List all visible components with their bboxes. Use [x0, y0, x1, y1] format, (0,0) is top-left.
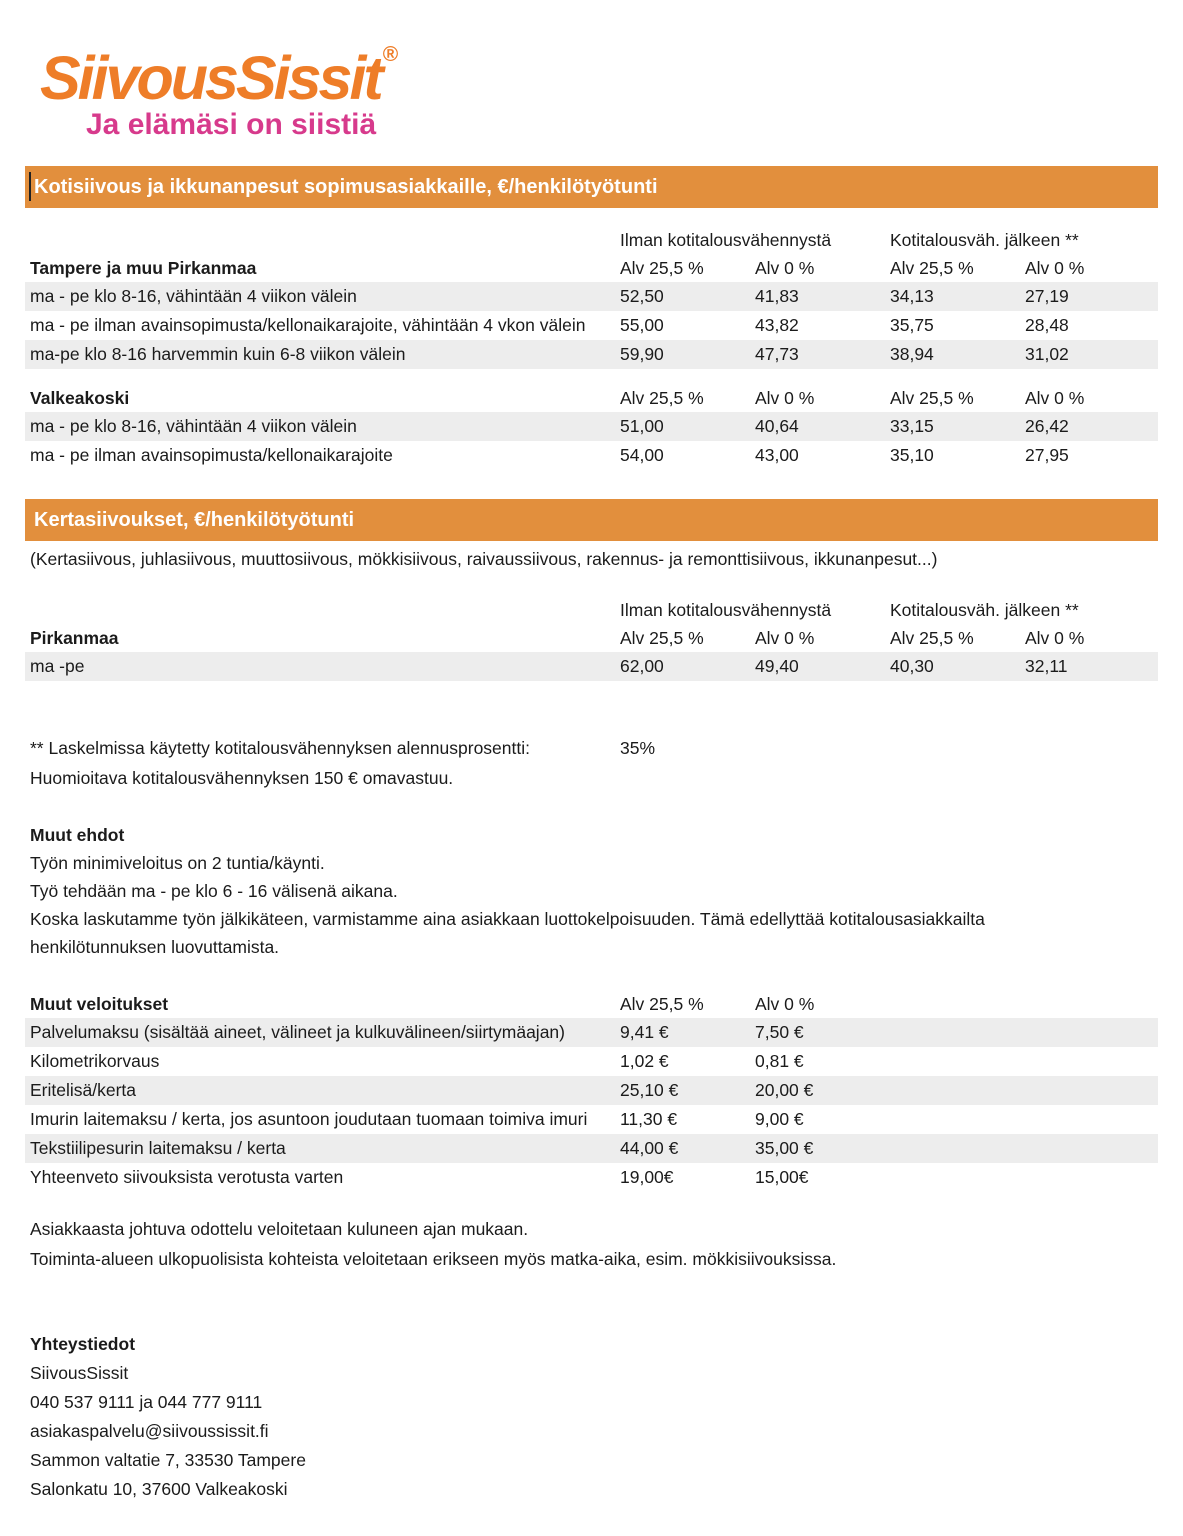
vat-header: Alv 0 % [1025, 627, 1085, 648]
vat-header: Alv 25,5 % [890, 387, 974, 408]
deduction-percent-value: 35% [620, 738, 656, 758]
price-value: 35,75 [890, 315, 934, 335]
other-fees-table [25, 990, 1158, 1192]
group-header-without-deduction: Ilman kotitalousvähennystä [620, 599, 832, 620]
table-row [25, 652, 1158, 681]
row-label: Kilometrikorvaus [30, 1051, 160, 1071]
empty-cell [25, 596, 615, 624]
section-title: Kotisiivous ja ikkunanpesut sopimusasiakkaille, €/henkilötyötunti [34, 176, 658, 198]
price-value: 15,00€ [755, 1167, 809, 1187]
tampere-price-table [25, 226, 1158, 369]
row-label: Eritelisä/kerta [25, 1076, 615, 1105]
price-value: 7,50 € [750, 1018, 885, 1047]
contact-heading: Yhteystiedot [30, 1334, 136, 1354]
company-logo [40, 20, 398, 142]
fees-heading: Muut veloitukset [30, 993, 169, 1014]
table-row [25, 1047, 1158, 1076]
table-row [25, 1134, 1158, 1163]
price-value: 19,00€ [620, 1167, 674, 1187]
table-row [25, 340, 1158, 369]
terms-line: henkilötunnuksen luovuttamista. [30, 937, 280, 957]
table-row [25, 1105, 1158, 1134]
section-header-home-cleaning [25, 166, 1158, 208]
terms-heading: Muut ehdot [30, 825, 125, 845]
price-value: 47,73 [750, 340, 885, 369]
group-header-row [25, 226, 1158, 254]
table-row [25, 441, 1158, 470]
vat-header: Alv 25,5 % [890, 257, 974, 278]
contact-email: asiakaspalvelu@siivoussissit.fi [30, 1421, 269, 1441]
contact-phone: 040 537 9111 ja 044 777 9111 [30, 1392, 263, 1412]
empty-cell [885, 1134, 1158, 1163]
table-row [25, 282, 1158, 311]
region-name: Tampere ja muu Pirkanmaa [30, 257, 257, 278]
table-row [25, 311, 1158, 340]
price-value: 43,82 [755, 315, 799, 335]
row-label: Palvelumaksu (sisältää aineet, välineet ja kulkuvälineen/siirtymäajan) [25, 1018, 615, 1047]
row-label: ma - pe klo 8-16, vähintään 4 viikon välein [25, 282, 615, 311]
row-label: ma - pe ilman avainsopimusta/kellonaikarajoite [30, 445, 393, 465]
price-value: 27,95 [1025, 445, 1069, 465]
region-header-row [25, 254, 1158, 282]
deduction-percent-label: ** Laskelmissa käytetty kotitalousvähennyksen alennusprosentti: [30, 738, 530, 758]
row-label: ma - pe ilman avainsopimusta/kellonaikarajoite, vähintään 4 vkon välein [30, 315, 586, 335]
table-row [25, 1163, 1158, 1192]
empty-cell [885, 1018, 1158, 1047]
pirkanmaa-price-table [25, 596, 1158, 681]
vat-header: Alv 0 % [1025, 257, 1085, 278]
vat-header: Alv 0 % [755, 387, 815, 408]
price-value: 31,02 [1020, 340, 1158, 369]
price-value: 33,15 [885, 412, 1020, 441]
group-header-after-deduction: Kotitalousväh. jälkeen ** [890, 229, 1079, 250]
price-value: 32,11 [1020, 652, 1158, 681]
section-header-one-time-cleaning [25, 499, 1158, 541]
price-value: 40,30 [885, 652, 1020, 681]
empty-cell [885, 990, 1158, 1018]
price-value: 59,90 [615, 340, 750, 369]
empty-cell [885, 1163, 1158, 1192]
price-value: 54,00 [620, 445, 664, 465]
contact-address-valkeakoski: Salonkatu 10, 37600 Valkeakoski [30, 1479, 288, 1499]
table-row [25, 412, 1158, 441]
price-value: 11,30 € [620, 1109, 678, 1129]
price-value: 9,41 € [615, 1018, 750, 1047]
vat-header: Alv 25,5 % [620, 627, 704, 648]
terms-line: Koska laskutamme työn jälkikäteen, varmistamme aina asiakkaan luottokelpoisuuden. Tämä edellyttää kotitalousasiakkailta [30, 909, 985, 929]
section-title: Kertasiivoukset, €/henkilötyötunti [34, 509, 355, 531]
price-value: 28,48 [1025, 315, 1069, 335]
empty-cell [885, 1105, 1158, 1134]
terms-line: Työ tehdään ma - pe klo 6 - 16 välisenä aikana. [30, 881, 398, 901]
price-value: 62,00 [615, 652, 750, 681]
vat-header: Alv 25,5 % [620, 387, 704, 408]
table-row [25, 1076, 1158, 1105]
price-value: 26,42 [1020, 412, 1158, 441]
brand-name [40, 20, 398, 113]
row-label: ma-pe klo 8-16 harvemmin kuin 6-8 viikon välein [25, 340, 615, 369]
text-caret [29, 172, 31, 201]
waiting-fee-note: Asiakkaasta johtuva odottelu veloitetaan kuluneen ajan mukaan. [30, 1219, 529, 1239]
price-value: 44,00 € [615, 1134, 750, 1163]
valkeakoski-price-table [25, 384, 1158, 470]
section-subtitle: (Kertasiivous, juhlasiivous, muuttosiivous, mökkisiivous, raivaussiivous, rakennus- ja remonttisiivous, ikkunanpesut...) [30, 549, 938, 569]
empty-cell [885, 1047, 1158, 1076]
price-value: 52,50 [615, 282, 750, 311]
deductible-note: Huomioitava kotitalousvähennyksen 150 € omavastuu. [30, 768, 454, 788]
row-label: ma - pe klo 8-16, vähintään 4 viikon välein [25, 412, 615, 441]
row-label: Tekstiilipesurin laitemaksu / kerta [25, 1134, 615, 1163]
price-value: 40,64 [750, 412, 885, 441]
price-value: 0,81 € [755, 1051, 804, 1071]
price-value: 38,94 [885, 340, 1020, 369]
region-name: Valkeakoski [30, 387, 130, 408]
price-value: 51,00 [615, 412, 750, 441]
price-value: 27,19 [1020, 282, 1158, 311]
region-header-row [25, 384, 1158, 412]
price-value: 20,00 € [750, 1076, 885, 1105]
vat-header: Alv 0 % [755, 627, 815, 648]
price-value: 35,00 € [750, 1134, 885, 1163]
price-value: 35,10 [890, 445, 934, 465]
contact-address-tampere: Sammon valtatie 7, 33530 Tampere [30, 1450, 306, 1470]
empty-cell [25, 226, 615, 254]
terms-line: Työn minimiveloitus on 2 tuntia/käynti. [30, 853, 325, 873]
brand-text: SiivousSissit [40, 44, 381, 112]
region-header-row [25, 624, 1158, 652]
empty-cell [885, 1076, 1158, 1105]
group-header-after-deduction: Kotitalousväh. jälkeen ** [890, 599, 1079, 620]
vat-header: Alv 0 % [1025, 387, 1085, 408]
row-label: Imurin laitemaksu / kerta, jos asuntoon joudutaan tuomaan toimiva imuri [30, 1109, 588, 1129]
vat-header: Alv 25,5 % [620, 257, 704, 278]
vat-header: Alv 25,5 % [620, 993, 704, 1014]
region-name: Pirkanmaa [30, 627, 119, 648]
vat-header: Alv 0 % [755, 257, 815, 278]
price-value: 25,10 € [615, 1076, 750, 1105]
travel-time-note: Toiminta-alueen ulkopuolisista kohteista veloitetaan erikseen myös matka-aika, esim. mökkisiivouksissa. [30, 1249, 837, 1269]
row-label: Yhteenveto siivouksista verotusta varten [30, 1167, 344, 1187]
fees-header-row [25, 990, 1158, 1018]
price-value: 41,83 [750, 282, 885, 311]
price-value: 55,00 [620, 315, 664, 335]
vat-header: Alv 0 % [755, 993, 815, 1014]
price-value: 34,13 [885, 282, 1020, 311]
vat-header: Alv 25,5 % [890, 627, 974, 648]
group-header-without-deduction: Ilman kotitalousvähennystä [620, 229, 832, 250]
registered-trademark-symbol: ® [382, 43, 399, 66]
price-value: 43,00 [755, 445, 799, 465]
brand-tagline: Ja elämäsi on siistiä [86, 108, 377, 141]
group-header-row [25, 596, 1158, 624]
price-value: 9,00 € [755, 1109, 804, 1129]
table-row [25, 1018, 1158, 1047]
row-label: ma -pe [25, 652, 615, 681]
price-value: 49,40 [750, 652, 885, 681]
price-value: 1,02 € [620, 1051, 669, 1071]
contact-company: SiivousSissit [30, 1363, 129, 1383]
